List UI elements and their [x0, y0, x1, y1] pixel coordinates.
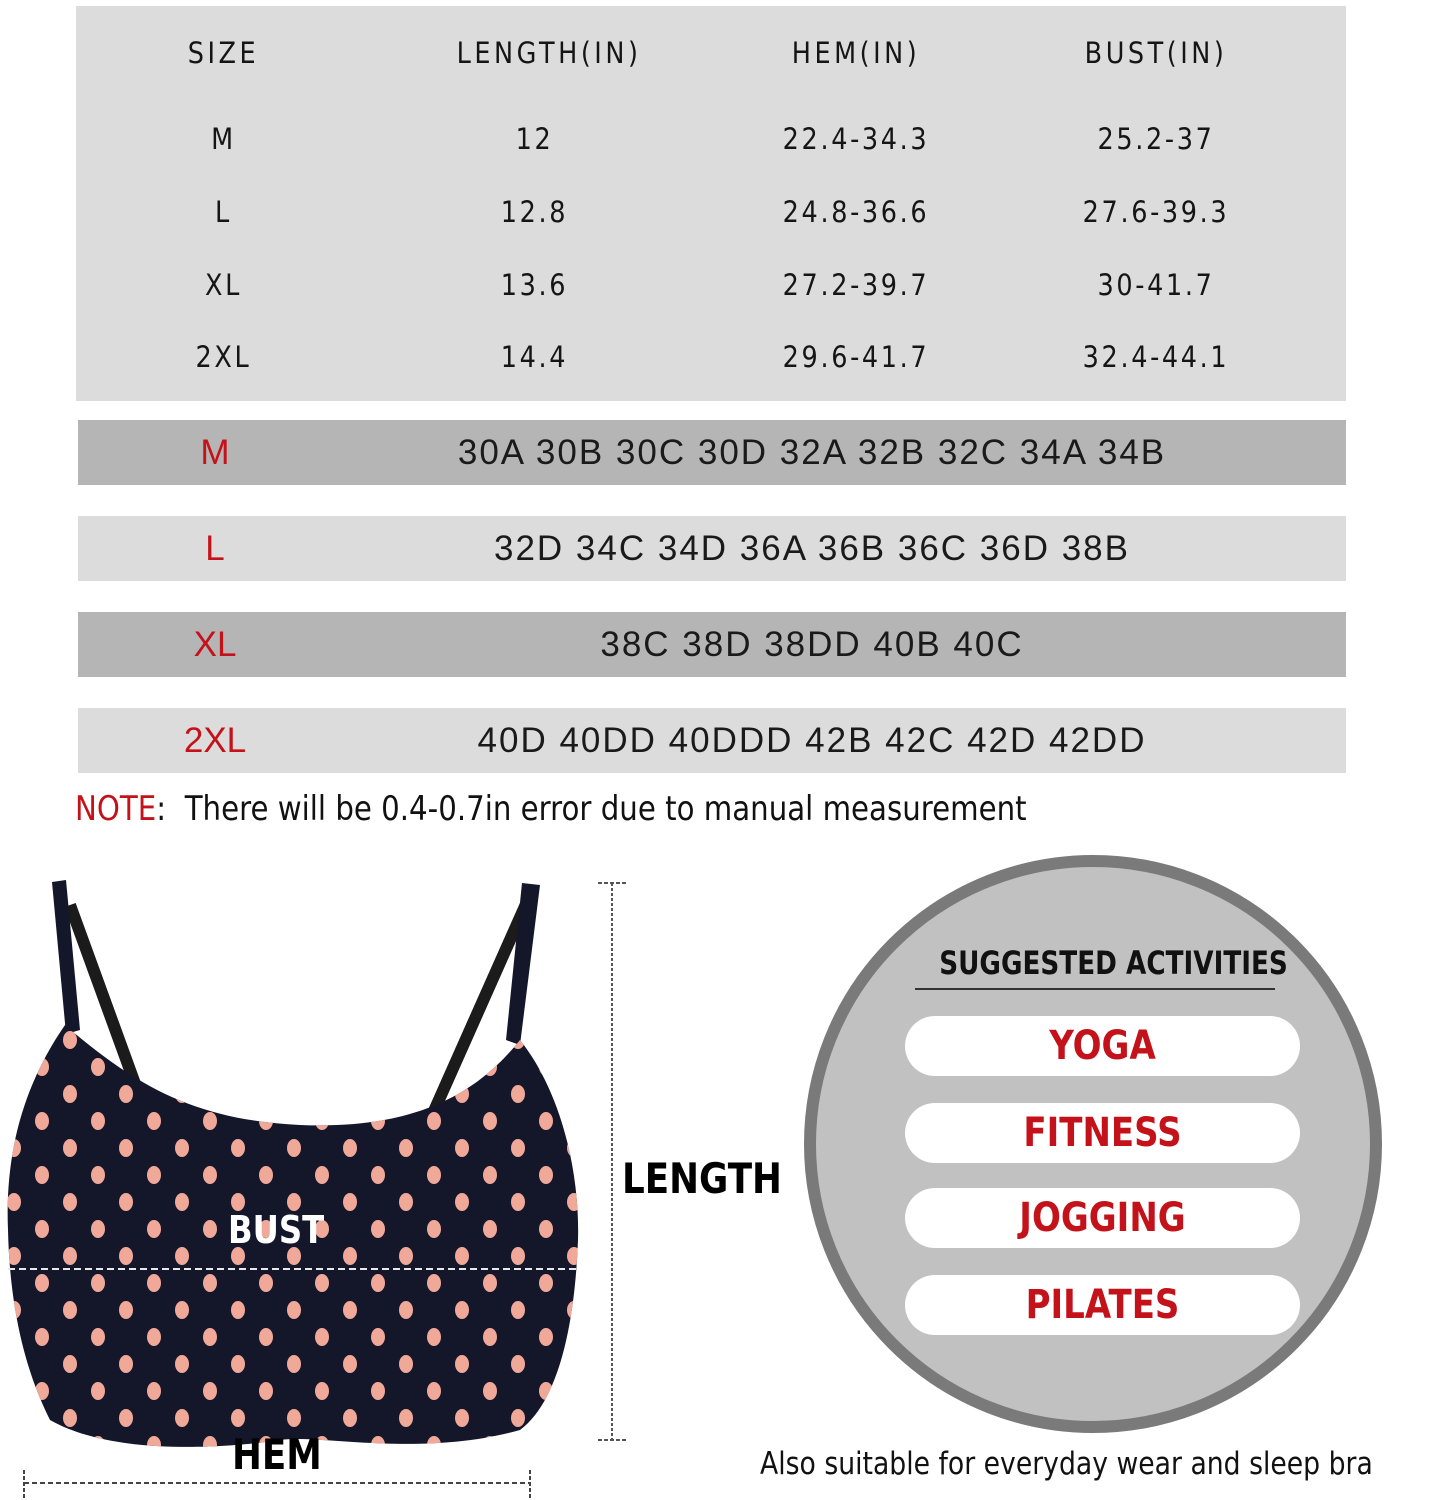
- activity-label: JOGGING: [1019, 1195, 1186, 1241]
- bust-cell: 32.4-44.1: [1082, 340, 1230, 374]
- activity-label: PILATES: [1025, 1282, 1180, 1328]
- activity-pill-pilates: [905, 1275, 1300, 1335]
- cup-band-m: [78, 420, 1346, 485]
- cup-band-xl: [78, 612, 1346, 677]
- table-row: [76, 265, 1346, 305]
- measurement-table: [76, 6, 1346, 401]
- band-cup-list: 38C 38D 38DD 40B 40C: [600, 625, 1024, 664]
- size-cell: M: [211, 122, 236, 156]
- activity-pill-fitness: [905, 1103, 1300, 1163]
- size-cell: 2XL: [195, 340, 252, 374]
- activity-pill-jogging: [905, 1188, 1300, 1248]
- size-cell: XL: [205, 268, 242, 302]
- band-size-label: XL: [193, 625, 237, 664]
- size-cell: L: [215, 195, 232, 229]
- hem-label: HEM: [232, 1430, 322, 1479]
- activities-divider: [915, 988, 1275, 990]
- hem-cell: 27.2-39.7: [782, 268, 930, 302]
- bust-label: BUST: [228, 1208, 325, 1252]
- bust-cell: 27.6-39.3: [1082, 195, 1230, 229]
- band-size-label: L: [205, 529, 225, 568]
- bust-cell: 30-41.7: [1097, 268, 1215, 302]
- cup-band-l: [78, 516, 1346, 581]
- length-label: LENGTH: [622, 1154, 782, 1203]
- note-label: NOTE: [75, 789, 157, 829]
- table-row: [76, 192, 1346, 232]
- activity-label: YOGA: [1049, 1023, 1156, 1069]
- header-length: LENGTH(IN): [456, 36, 642, 70]
- activity-pill-yoga: [905, 1016, 1300, 1076]
- footer-caption: Also suitable for everyday wear and sleep bra: [760, 1446, 1373, 1482]
- table-header-row: [76, 33, 1346, 73]
- header-bust: BUST(IN): [1084, 36, 1228, 70]
- length-cell: 14.4: [500, 340, 569, 374]
- band-cup-list: 30A 30B 30C 30D 32A 32B 32C 34A 34B: [457, 433, 1167, 472]
- note-text: There will be 0.4-0.7in error due to manual measurement: [184, 789, 1027, 829]
- hem-cell: 29.6-41.7: [782, 340, 930, 374]
- activity-label: FITNESS: [1023, 1110, 1182, 1156]
- table-row: [76, 119, 1346, 159]
- activities-title: SUGGESTED ACTIVITIES: [939, 944, 1288, 982]
- band-cup-list: 40D 40DD 40DDD 42B 42C 42D 42DD: [477, 721, 1147, 760]
- length-cell: 12: [515, 122, 554, 156]
- band-size-label: 2XL: [183, 721, 247, 760]
- band-size-label: M: [200, 433, 230, 472]
- hem-cell: 24.8-36.6: [782, 195, 930, 229]
- length-cell: 12.8: [500, 195, 569, 229]
- band-cup-list: 32D 34C 34D 36A 36B 36C 36D 38B: [494, 529, 1130, 568]
- header-size: SIZE: [187, 36, 260, 70]
- length-cell: 13.6: [500, 268, 569, 302]
- measurement-note: [75, 786, 1027, 832]
- table-row: [76, 337, 1346, 377]
- hem-cell: 22.4-34.3: [782, 122, 930, 156]
- bust-cell: 25.2-37: [1097, 122, 1215, 156]
- note-separator: :: [156, 789, 167, 829]
- cup-band-2xl: [78, 708, 1346, 773]
- header-hem: HEM(IN): [791, 36, 921, 70]
